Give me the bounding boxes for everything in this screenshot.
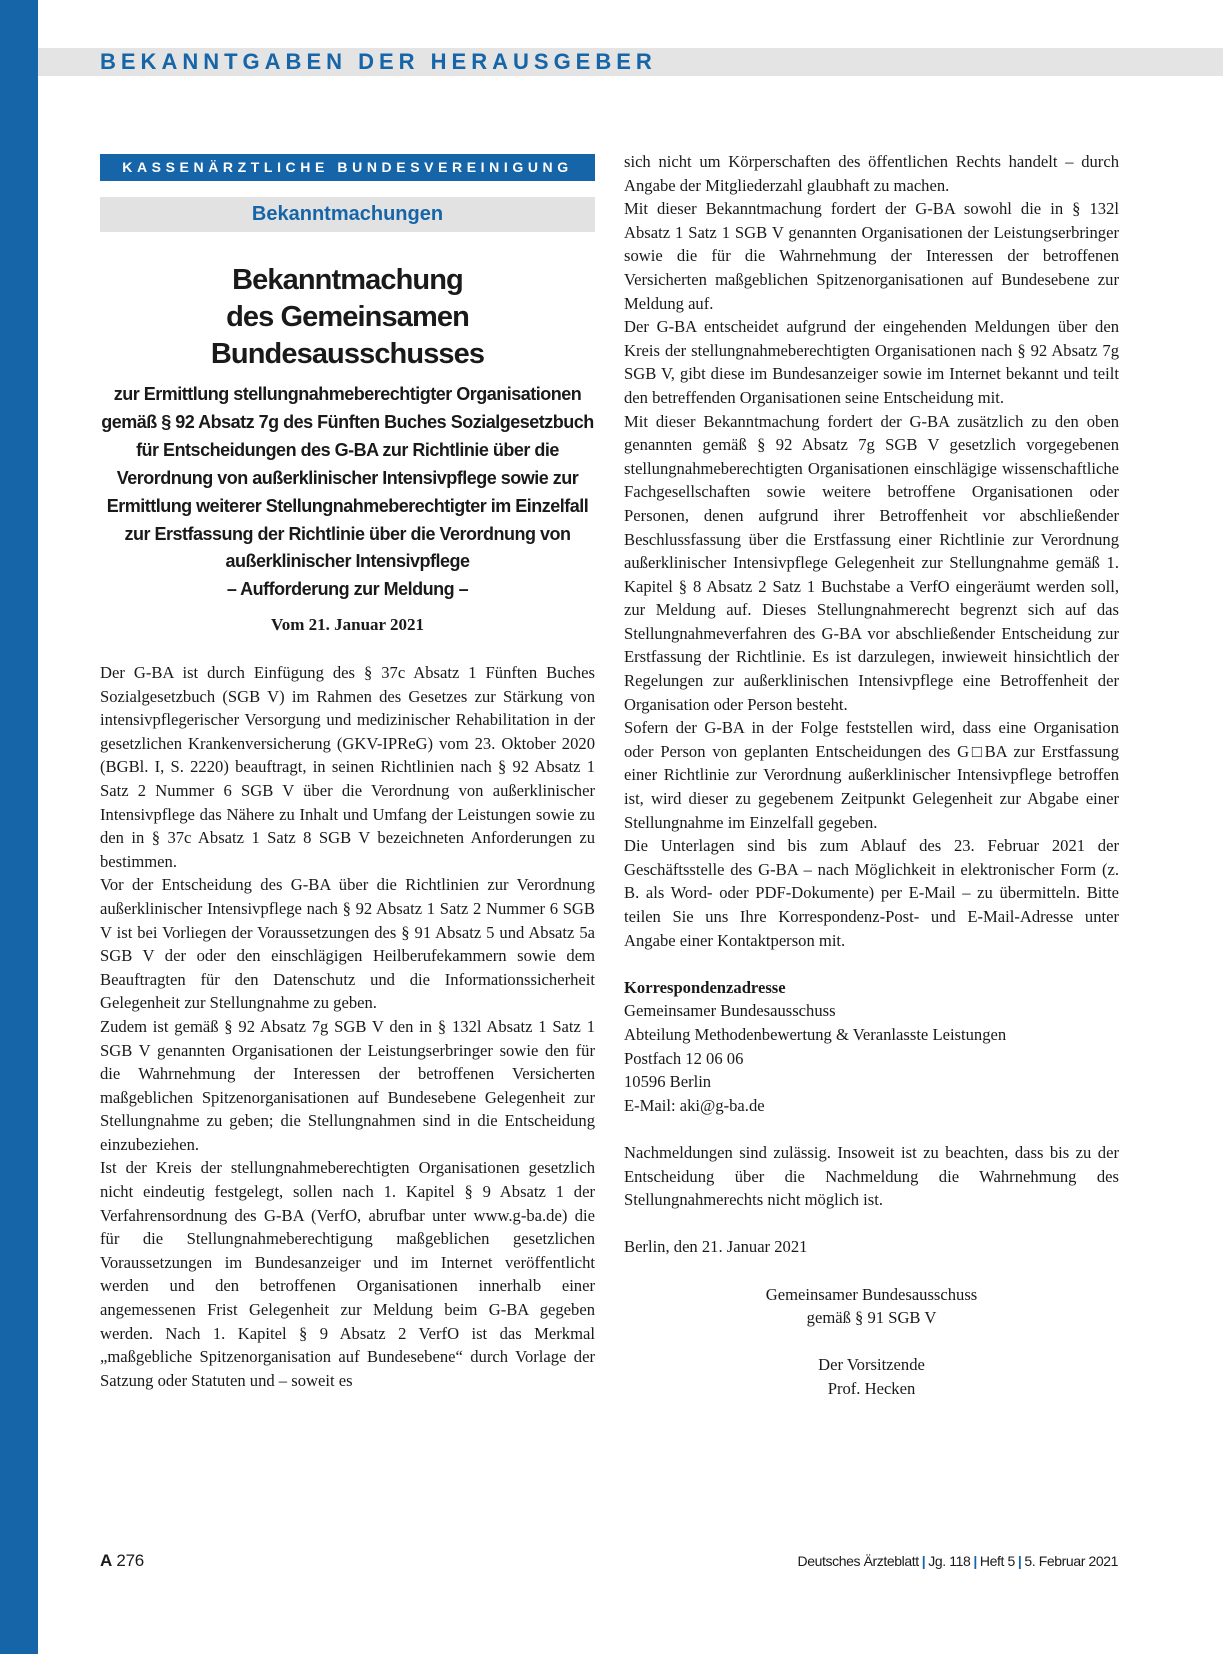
left-accent-bar	[0, 0, 38, 1654]
title-line-1: Bekanntmachung	[232, 264, 463, 296]
journal-info	[798, 1551, 1118, 1571]
address-line: Postfach 12 06 06	[624, 1048, 744, 1068]
signature-org-line-1: Gemeinsamer Bundesausschuss	[765, 1284, 978, 1304]
paragraph: sich nicht um Körperschaften des öffentlichen Rechts handelt – durch Angabe der Mitgliederzahl glaubhaft zu machen.	[624, 152, 1119, 195]
title-line-2: des Gemeinsamen Bundesausschusses	[210, 301, 485, 370]
separator: |	[973, 1553, 977, 1569]
correspondence-address	[624, 976, 1119, 1118]
body-column-left	[100, 661, 595, 1392]
organization-banner: KASSENÄRZTLICHE BUNDESVEREINIGUNG	[100, 154, 595, 181]
paragraph: Der G-BA entscheidet aufgrund der eingehenden Meldungen über den Kreis der stellungnahmeberechtigten Organisationen nach § 92 Absatz 7g SGB V, gibt diese im Bundesanzeiger sowie im Internet bekannt und teilt den betreffenden Organisationen seine Entscheidung mit.	[624, 317, 1119, 407]
address-line: Gemeinsamer Bundesausschuss	[624, 1001, 836, 1021]
paragraph: Zudem ist gemäß § 92 Absatz 7g SGB V den in § 132l Absatz 1 Satz 1 SGB V genannten Organisationen der Leistungserbringer sowie den für die Wahrnehmung der Interessen der betroffenen Versicherten maßgeblichen Spitzenorganisationen auf Bundesebene Gelegenheit zur Stellungnahme zu geben; die Stellungnahmen sind in die Entscheidung einzubeziehen.	[100, 1016, 595, 1154]
journal-volume: Jg. 118	[928, 1553, 971, 1569]
journal-issue: Heft 5	[979, 1553, 1015, 1569]
address-line: 10596 Berlin	[624, 1072, 712, 1092]
signature-block	[624, 1283, 1119, 1401]
page-number-value: 276	[116, 1551, 144, 1570]
paragraph: Vor der Entscheidung des G-BA über die Richtlinien zur Verordnung außerklinischer Intensivpflege nach § 92 Absatz 1 Satz 2 Nummer 6 SGB V ist bei Vorliegen der Voraussetzungen des § 91 Absatz 5 und Absatz 5a SGB V der oder den einschlägigen Heilberufekammern sowie dem Beauftragten für den Datenschutz und die Informationssicherheit Gelegenheit zur Stellungnahme zu geben.	[100, 875, 595, 1013]
request-line: – Aufforderung zur Meldung –	[226, 579, 469, 600]
email-address: E-Mail: aki@g-ba.de	[624, 1095, 765, 1115]
separator: |	[1017, 1553, 1022, 1569]
title-block	[100, 262, 595, 636]
section-header: BEKANNTGABEN DER HERAUSGEBER	[100, 49, 657, 74]
announcement-date: Vom 21. Januar 2021	[270, 615, 425, 635]
late-reports-note: Nachmeldungen sind zulässig. Insoweit ist zu beachten, dass bis zu der Entscheidung über die Nachmeldung die Wahrnehmung des Stellungnahmerechts nicht möglich ist.	[624, 1142, 1119, 1210]
paragraph: Der G-BA ist durch Einfügung des § 37c Absatz 1 Fünften Buches Sozialgesetzbuch (SGB V) im Rahmen des Gesetzes zur Stärkung von intensivpflegerischer Versorgung und medizinischer Rehabilitation in der gesetzlichen Krankenversicherung (GKV-IPReG) vom 23. Oktober 2020 (BGBl. I, S. 2220) beauftragt, in seinen Richtlinien nach § 92 Absatz 1 Satz 2 Nummer 6 SGB V über die Verordnung von außerklinischer Intensivpflege das Nähere zu Inhalt und Umfang der Leistungen sowie zu den in § 37c Absatz 1 Satz 8 SGB V bezeichneten Anforderungen zu bestimmen.	[100, 663, 595, 871]
place-date: Berlin, den 21. Januar 2021	[624, 1237, 808, 1257]
journal-date: 5. Februar 2021	[1024, 1553, 1118, 1569]
paragraph: Ist der Kreis der stellungnahmeberechtigten Organisationen gesetzlich nicht eindeutig festgelegt, sollen nach 1. Kapitel § 9 Absatz 1 der Verfahrensordnung des G-BA (VerfO, abrufbar unter www.g-ba.de) die für die Stellungnahmeberechtigung maßgeblichen gesetzlichen Voraussetzungen im Bundesanzeiger und im Internet veröffentlicht werden und den betroffenen Organisationen innerhalb einer angemessenen Frist Gelegenheit zur Meldung beim G-BA gegeben werden. Nach 1. Kapitel § 9 Absatz 2 VerfO ist das Merkmal „maßgebliche Spitzenorganisation auf Bundesebene“ durch Vorlage der Satzung oder Statuten und – soweit es	[100, 1158, 595, 1390]
subtitle-text: zur Ermittlung stellungnahmeberechtigter Organisationen gemäß § 92 Absatz 7g des Fünften Buches Sozialgesetzbuch für Entscheidungen des G-BA zur Richtlinie über die Verordnung von außerklinischer Intensivpflege sowie zur Ermittlung weiterer Stellungnahmeberechtigter im Einzelfall zur Erstfassung der Richtlinie über die Verordnung von außerklinischer Intensivpflege	[101, 384, 594, 572]
page-prefix: A	[100, 1551, 112, 1570]
category-banner: Bekanntmachungen	[100, 197, 595, 232]
separator: |	[921, 1553, 926, 1569]
paragraph: Sofern der G-BA in der Folge feststellen wird, dass eine Organisation oder Person von geplanten Entscheidungen des G□BA zur Erstfassung einer Richtlinie zur Verordnung außerklinischer Intensivpflege betroffen ist, wird dieser zu gegebenem Zeitpunkt Gelegenheit zur Abgabe einer Stellungnahme im Einzelfall gegeben.	[624, 718, 1119, 832]
signature-name: Prof. Hecken	[827, 1378, 916, 1398]
subtitle	[100, 381, 595, 604]
paragraph: Mit dieser Bekanntmachung fordert der G-BA sowohl die in § 132l Absatz 1 Satz 1 SGB V genannten Organisationen der Leistungserbringer sowie die für die Wahrnehmung der Interessen der betroffenen Versicherten maßgeblichen Spitzenorganisationen auf Bundesebene zur Meldung auf.	[624, 199, 1119, 313]
body-column-right	[624, 150, 1119, 1400]
journal-name: Deutsches Ärzteblatt	[797, 1553, 919, 1569]
paragraph: Die Unterlagen sind bis zum Ablauf des 23. Februar 2021 der Geschäftsstelle des G-BA – nach Möglichkeit in elektronischer Form (z. B. als Word- oder PDF-Dokumente) per E-Mail – zu übermitteln. Bitte teilen Sie uns Ihre Korrespondenz-Post- und E-Mail-Adresse unter Angabe einer Kontaktperson mit.	[624, 836, 1119, 950]
page-number	[100, 1550, 144, 1572]
signature-role: Der Vorsitzende	[818, 1355, 925, 1375]
paragraph: Mit dieser Bekanntmachung fordert der G-BA zusätzlich zu den oben genannten gemäß § 92 Absatz 7g SGB V gesetzlich vorgegebenen stellungnahmeberechtigten Organisationen einschlägige wissenschaftliche Fachgesellschaften sowie weitere betroffene Organisationen oder Personen, denen aufgrund ihrer Betroffenheit vor abschließender Beschlussfassung über die Erstfassung einer Richtlinie zur Verordnung außerklinischer Intensivpflege Gelegenheit zur Stellungnahme gemäß 1. Kapitel § 8 Absatz 2 Satz 1 Buchstabe a VerfO eingeräumt werden soll, zur Meldung auf. Dieses Stellungnahmerecht begrenzt sich auf das Stellungnahmeverfahren des G-BA vor abschließender Entscheidung zur Erstfassung der Richtlinie. Es ist darzulegen, inwieweit hinsichtlich der Regelungen zur außerklinischen Intensivpflege eine Betroffenheit der Organisation oder Person besteht.	[624, 411, 1119, 714]
signature-org-line-2: gemäß § 91 SGB V	[806, 1308, 937, 1328]
address-heading: Korrespondenzadresse	[624, 977, 786, 997]
address-line: Abteilung Methodenbewertung & Veranlasste Leistungen	[624, 1024, 1007, 1044]
